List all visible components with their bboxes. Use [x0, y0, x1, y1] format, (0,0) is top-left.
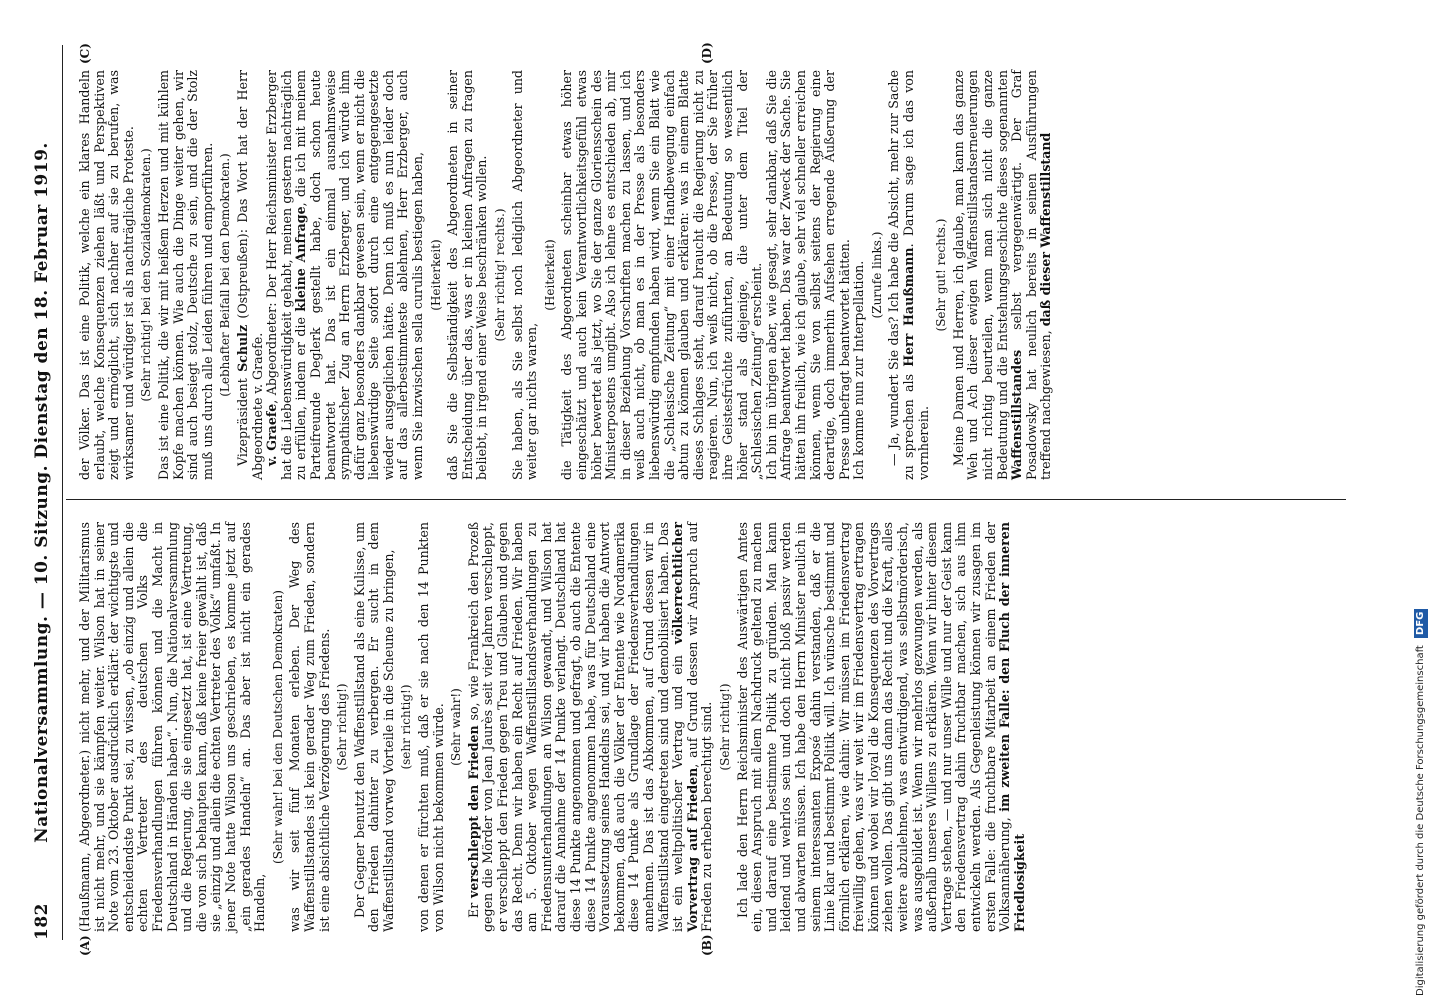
digitization-note: Digitalisierung gefördert durch die Deutsche Forschungsgemeinschaft — [1415, 645, 1426, 996]
interjection: (Heiterkeit) — [542, 239, 557, 311]
paragraph: Ich komme nun zur Interpellation. — [851, 260, 867, 480]
paragraph: v. Graefe, Abgeordneter: Der Herr Reichsminister Erzberger hat die Liebenswürdigkeit gehabt, meinen gestern nachträglich zu erfüllen, indem er die kleine Anfrage, die ich mit meinem Parteifreunde Deglerk gestellt habe, doch schon heute beantwortet hat. Das ist ein einmal ausnahmsweise sympathischer Zug an Herrn Erzberger, und ich würde ihm dafür ganz besonders dankbar gewesen sein, wenn er nicht die liebenswürdige Seite sofort durch eine entgegengesetzte wieder ausgeglichen hätte. Denn ich muß es nun leider doch auf das allerbestimmteste ablehnen, Herr Erzberger, auch wenn Sie inzwischen sella curulis bestiegen haben, — [264, 69, 426, 480]
interjection: (Heiterkeit) — [428, 239, 443, 311]
paragraph: was wir seit fünf Monaten erleben. Der Weg des Waffenstillstandes ist kein gerader Weg zum Frieden, sondern ist eine absichtliche Verzögerung des Friedens. — [287, 522, 332, 932]
paragraph: Er verschleppt den Frieden so, wie Frankreich den Prozeß gegen die Mörder von Jean Jaurès seit vier Jahren verschleppt, er verschleppt den Frieden gegen Treu und Glauben und gegen das Recht. Denn wir haben ein Recht auf Frieden. Wir haben am 5. Oktober wegen Waffenstillstandsverhandlungen zu Friedensunterhandlungen an Wilson gewandt, und Wilson hat darauf die Annahme der 14 Punkte verlangt. Deutschland hat diese 14 Punkte angenommen und gefragt, ob auch die Entente diese 14 Punkte angenommen habe, was für Deutschland eine Voraussetzung seines Handelns sei, und wir haben die Antwort bekommen, daß auch die Völker der Entente wie Nordamerika diese 14 Punkte als Grundlage der Friedensverhandlungen annehmen. Das ist das Abkommen, auf Grund dessen wir in Waffenstillstand eingetreten sind und demobilisiert haben. Das ist ein weltpolitischer Vertrag und ein völkerrechtlicher Vorvertrag auf Frieden, auf Grund dessen wir Anspruch auf Frieden zu erheben berechtigt sind. — [465, 522, 715, 932]
interjection: (Lebhafter Beifall bei den Demokraten.) — [218, 153, 233, 397]
margin-mark-a: (A) — [78, 935, 92, 956]
paragraph: Meine Damen und Herren, ich glaube, man kann das ganze Weh und Ach dieser ewigen Waffenstillstandserneuerungen nicht richtig beurteilen, wenn man sich nicht die ganze Bedeutung und die Entstehungsgeschichte dieses sogenannten Waffenstillstandes selbst vergegenwärtigt. Der Graf Posadowsky hat neulich bereits in seinen Ausführungen treffend nachgewiesen, daß dieser Waffenstillstand — [950, 70, 1054, 480]
page-header — [32, 45, 58, 940]
interjection: (Sehr richtig! bei den Sozialdemokraten.) — [139, 148, 154, 402]
paragraph: Ich bin im übrigen aber, wie gesagt, sehr dankbar, daß Sie die Anfrage beantwortet haben. Das war der Zweck der Sache. Sie hätten ihn freilich, wie ich glaube, sehr viel schneller erreichen können, wenn Sie von selbst seitens der Regierung eine derartige, doch immerhin Aufsehen erregende Äußerung der Presse unbefragt beantwortet hätten. — [763, 70, 852, 480]
paragraph: Der Gegner benutzt den Waffenstillstand als eine Kulisse, um den Frieden dahinter zu verbergen. Er sucht in dem Waffenstillstand vorweg Vorteile in die Scheune zu bringen, — [351, 522, 396, 932]
margin-mark-c: (C) — [78, 43, 92, 64]
paragraph: von denen er fürchten muß, daß er sie nach den 14 Punkten von Wilson nicht bekommen würde. — [416, 522, 446, 932]
digitization-credit — [1410, 6, 1432, 996]
interjection: (Sehr gut! rechts.) — [934, 218, 949, 332]
interjection: (Sehr wahr!) — [449, 688, 464, 766]
header-rule — [62, 45, 63, 940]
column-divider — [66, 499, 1346, 500]
interjection: (Sehr richtig! rechts.) — [493, 208, 508, 342]
interjection: (sehr richtig!) — [399, 684, 414, 770]
interjection: (Sehr richtig!) — [335, 683, 350, 771]
interjection: (Zurufe links.) — [869, 231, 884, 319]
dfg-logo: DFG — [1414, 609, 1428, 638]
page-number: 182 — [32, 903, 52, 940]
margin-mark-b: (B) — [700, 934, 714, 956]
left-column — [78, 522, 1027, 932]
paragraph: (Haußmann, Abgeordneter.) nicht mehr, und der Militarismus ist nicht mehr, und sie kämpfen weiter. Wilson hat in seiner Note vom 23. Oktober ausdrücklich erklärt: der wichtigste und entscheidendste Punkt sei, zu wissen, „ob einzig und allein die echten Vertreter des deutschen Volks die Friedensverhandlungen führen können und die Macht in Deutschland in Händen haben“. Nun, die Nationalversammlung und die Regierung, die sie eingesetzt hat, ist eine Vertretung, die von sich behaupten kann, daß keine freier gewählt ist, daß sie „einzig und allein die echten Vertreter des Volks“ umfaßt. In jener Note hatte Wilson uns geschrieben, es komme jetzt auf „ein gerades Handeln“ an. Das aber ist nicht ein gerades Handeln, — [77, 522, 268, 932]
paragraph: daß Sie die Selbständigkeit des Abgeordneten in seiner Entscheidung über das, was er in kleinen Anfragen zu fragen beliebt, in irgend einer Weise beschränken wollen. — [445, 70, 490, 480]
paragraph: Das ist eine Politik, die wir mit heißem Herzen und mit kühlem Kopfe machen können. Wie auch die Dinge weiter gehen, wir sind auch besiegt stolz, Deutsche zu sein, und die der Stolz muß uns durch alle Leiden führen und emporführen. — [155, 70, 215, 480]
paragraph: die Tätigkeit des Abgeordneten scheinbar etwas höher eingeschätzt und auch kein Verantwortlichkeitsgefühl etwas höher bewertet als jetzt, wo Sie der ganze Gloriensschein des Ministerpostens umgibt. Also ich lehne es entschieden ab, mir in dieser Beziehung Vorschriften machen zu lassen, und ich weiß auch nicht, ob man es in der Presse als besonders liebenswürdig empfunden haben wird, wenn Sie ein Blatt wie die „Schlesische Zeitung“ mit einer Handbewegung einfach abtun zu können glauben und erklären: was in einem Blatte dieses Schlages steht, darauf braucht die Regierung nicht zu reagieren. Nun, ich weiß nicht, ob die Presse, der Sie früher ihre Geistesfrüchte zuführten, an Bedeutung so wesentlich höher stand als diejenige, die unter dem Titel der „Schlesischen Zeitung“ erscheint. — [559, 70, 765, 480]
interjection: (Sehr richtig!) — [717, 683, 732, 771]
margin-mark-d: (D) — [700, 42, 714, 64]
paragraph: Ich lade den Herrn Reichsminister des Auswärtigen Amtes ein, diesen Anspruch mit allem Nachdruck geltend zu machen und darauf eine bestimmte Politik zu gründen. Man kann leidend und wehrlos sein und doch nicht bloß passiv werden und abwarten müssen. Ich habe den Herrn Minister neulich in seinem interessanten Exposé dahin verstanden, daß er die Linie klar und bestimmt Politik will. Ich wünsche bestimmt und förmlich erklären, wie dahin: Wir müssen im Friedensvertrag freiwillig gehen, was wir weit wir im Friedensvertrag ertragen können und wobei wir loyal die Konsequenzen des Vorvertrags ziehen wollen. Das gibt uns dann das Recht und die Kraft, alles weitere abzulehnen, was entwürdigend, was selbstmörderisch, was ausgebildet ist. Wenn wir mehrlos gezwungen werden, als außerhalb unseres Willens zu erklären. Wenn wir hinter diesem Vertrage stehen, — und nur unser Wille und nur der Geist kann den Friedensvertrag dahin fruchtbar machen, sich aus ihm entwickeln werden. Als Gegenleistung können wir zusagen im ersten Falle: die fruchtbare Mitarbeit an einem Frieden der Volksannäherung, im zweiten Falle: den Fluch der inneren Friedlosigkeit — [734, 522, 1027, 932]
paragraph: Vizepräsident Schulz (Ostpreußen): Das Wort hat der Herr Abgeordnete v. Graefe. — [234, 70, 265, 480]
interjection: (Sehr wahr! bei den Deutschen Demokraten) — [270, 590, 285, 864]
paragraph: Sie haben, als Sie selbst noch lediglich Abgeordneter und weiter gar nichts waren, — [509, 70, 540, 480]
paragraph: der Völker. Das ist eine Politik, welche ein klares Handeln erlaubt, welche Konsequenzen ziehen läßt und Perspektiven zeigt und ermöglicht, sich nachher auf sie zu berufen, was wirksamer und würdiger ist als nachträgliche Proteste. — [77, 70, 136, 480]
running-title: Nationalversammlung. — 10. Sitzung. Dienstag den 18. Februar 1919. — [32, 142, 52, 843]
right-column — [78, 70, 1054, 480]
paragraph: — Ja, wundert Sie das? Ich habe die Absicht, mehr zur Sache zu sprechen als Herr Haußmann. Darum sage ich das von vornherein. — [886, 70, 931, 480]
